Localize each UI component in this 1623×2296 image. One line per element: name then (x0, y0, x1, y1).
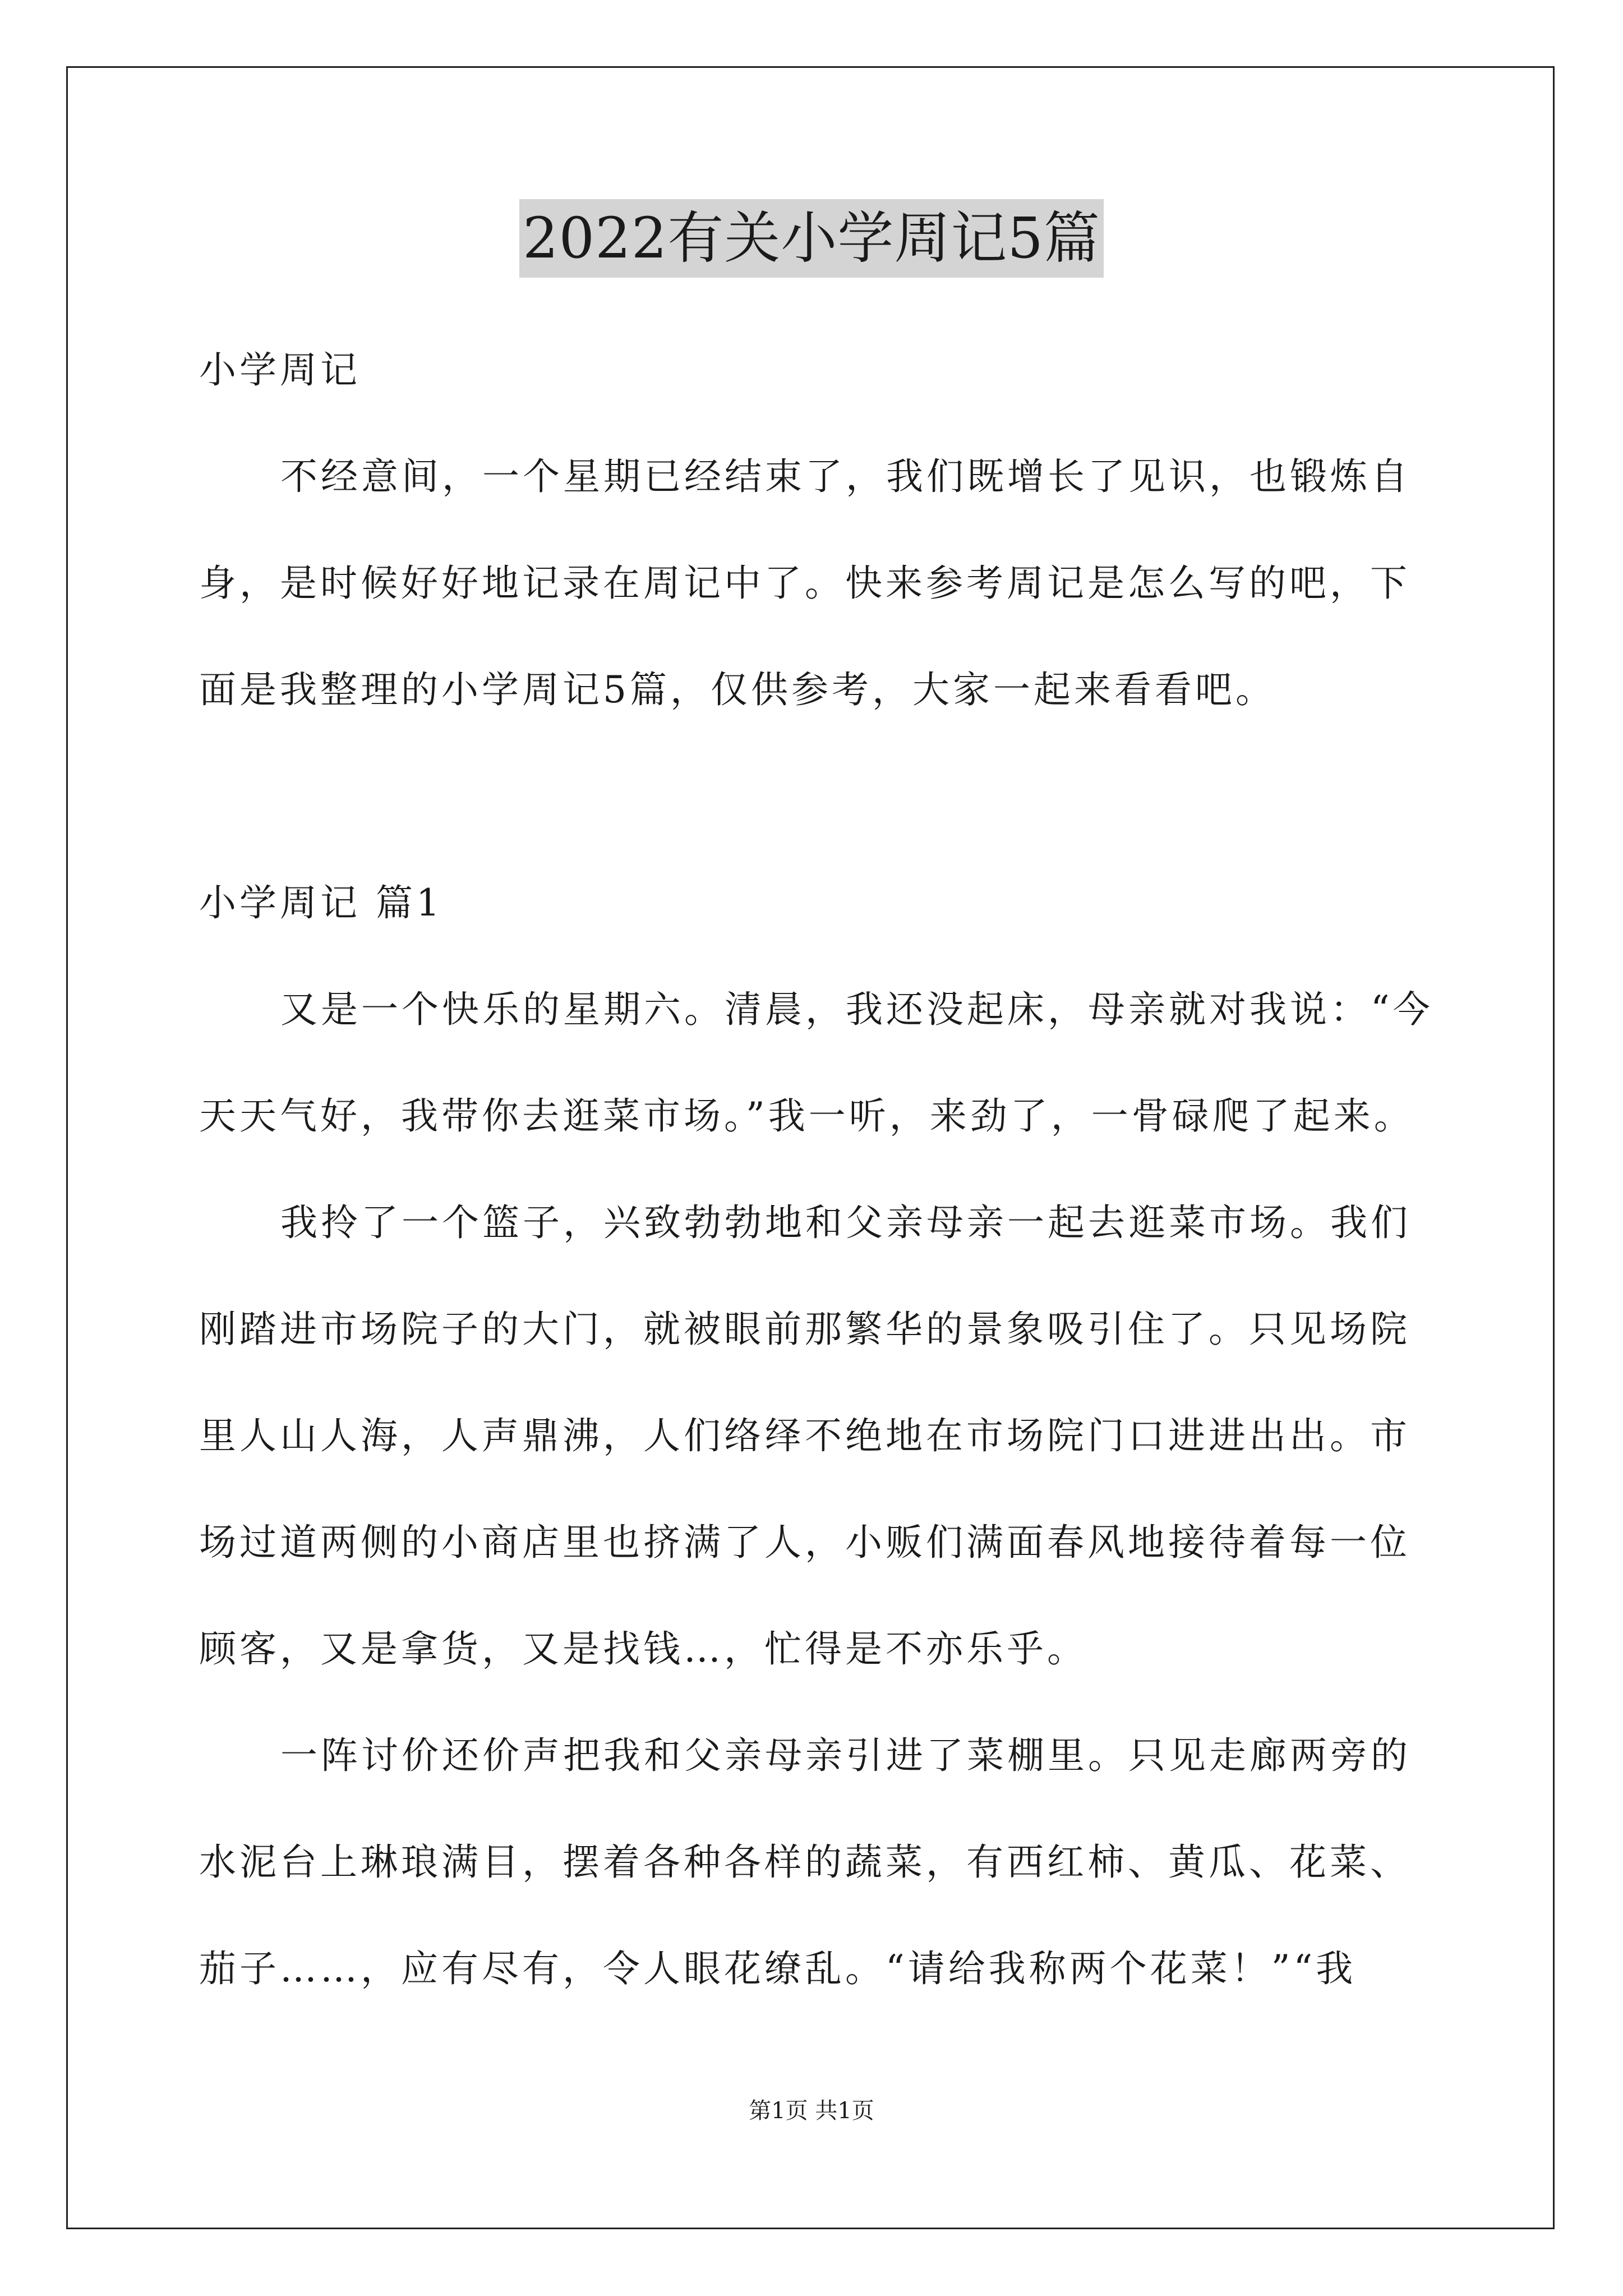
paragraph-line: 我拎了一个篮子，兴致勃勃地和父亲母亲一起去逛菜市场。我们 (280, 1201, 1411, 1244)
paragraph-line: 里人山人海，人声鼎沸，人们络绎不绝地在市场院门口进进出出。市 (199, 1414, 1410, 1457)
paragraph-line: 茄子……，应有尽有，令人眼花缭乱。“请给我称两个花菜！”“我 (199, 1947, 1357, 1990)
paragraph-line: 一阵讨价还价声把我和父亲母亲引进了菜棚里。只见走廊两旁的 (280, 1734, 1411, 1777)
title-container (0, 199, 1623, 278)
paragraph-line: 又是一个快乐的星期六。清晨，我还没起床，母亲就对我说：“今 (280, 988, 1433, 1031)
section1-heading: 小学周记 篇1 (199, 881, 443, 924)
paragraph-line: 顾客，又是拿货，又是找钱…，忙得是不亦乐乎。 (199, 1627, 1087, 1671)
page-footer (0, 2097, 1623, 2125)
intro-line-1: 不经意间，一个星期已经结束了，我们既增长了见识，也锻炼自 (280, 455, 1411, 498)
intro-line-3: 面是我整理的小学周记5篇，仅供参考，大家一起来看看吧。 (199, 668, 1276, 711)
paragraph-line: 天天气好，我带你去逛菜市场。”我一听，来劲了，一骨碌爬了起来。 (199, 1094, 1414, 1138)
section-spacer (199, 743, 1433, 850)
intro-heading: 小学周记 (199, 348, 361, 392)
paragraph-line: 场过道两侧的小商店里也挤满了人，小贩们满面春风地接待着每一位 (199, 1521, 1410, 1564)
document-body (199, 317, 1433, 2022)
intro-line-2: 身，是时候好好地记录在周记中了。快来参考周记是怎么写的吧，下 (199, 562, 1410, 605)
document-title: 2022有关小学周记5篇 (519, 199, 1104, 278)
page-number: 第1页 共1页 (749, 2098, 874, 2124)
paragraph-line: 水泥台上琳琅满目，摆着各种各样的蔬菜，有西红柿、黄瓜、花菜、 (199, 1841, 1410, 1884)
paragraph-line: 刚踏进市场院子的大门，就被眼前那繁华的景象吸引住了。只见场院 (199, 1308, 1410, 1351)
